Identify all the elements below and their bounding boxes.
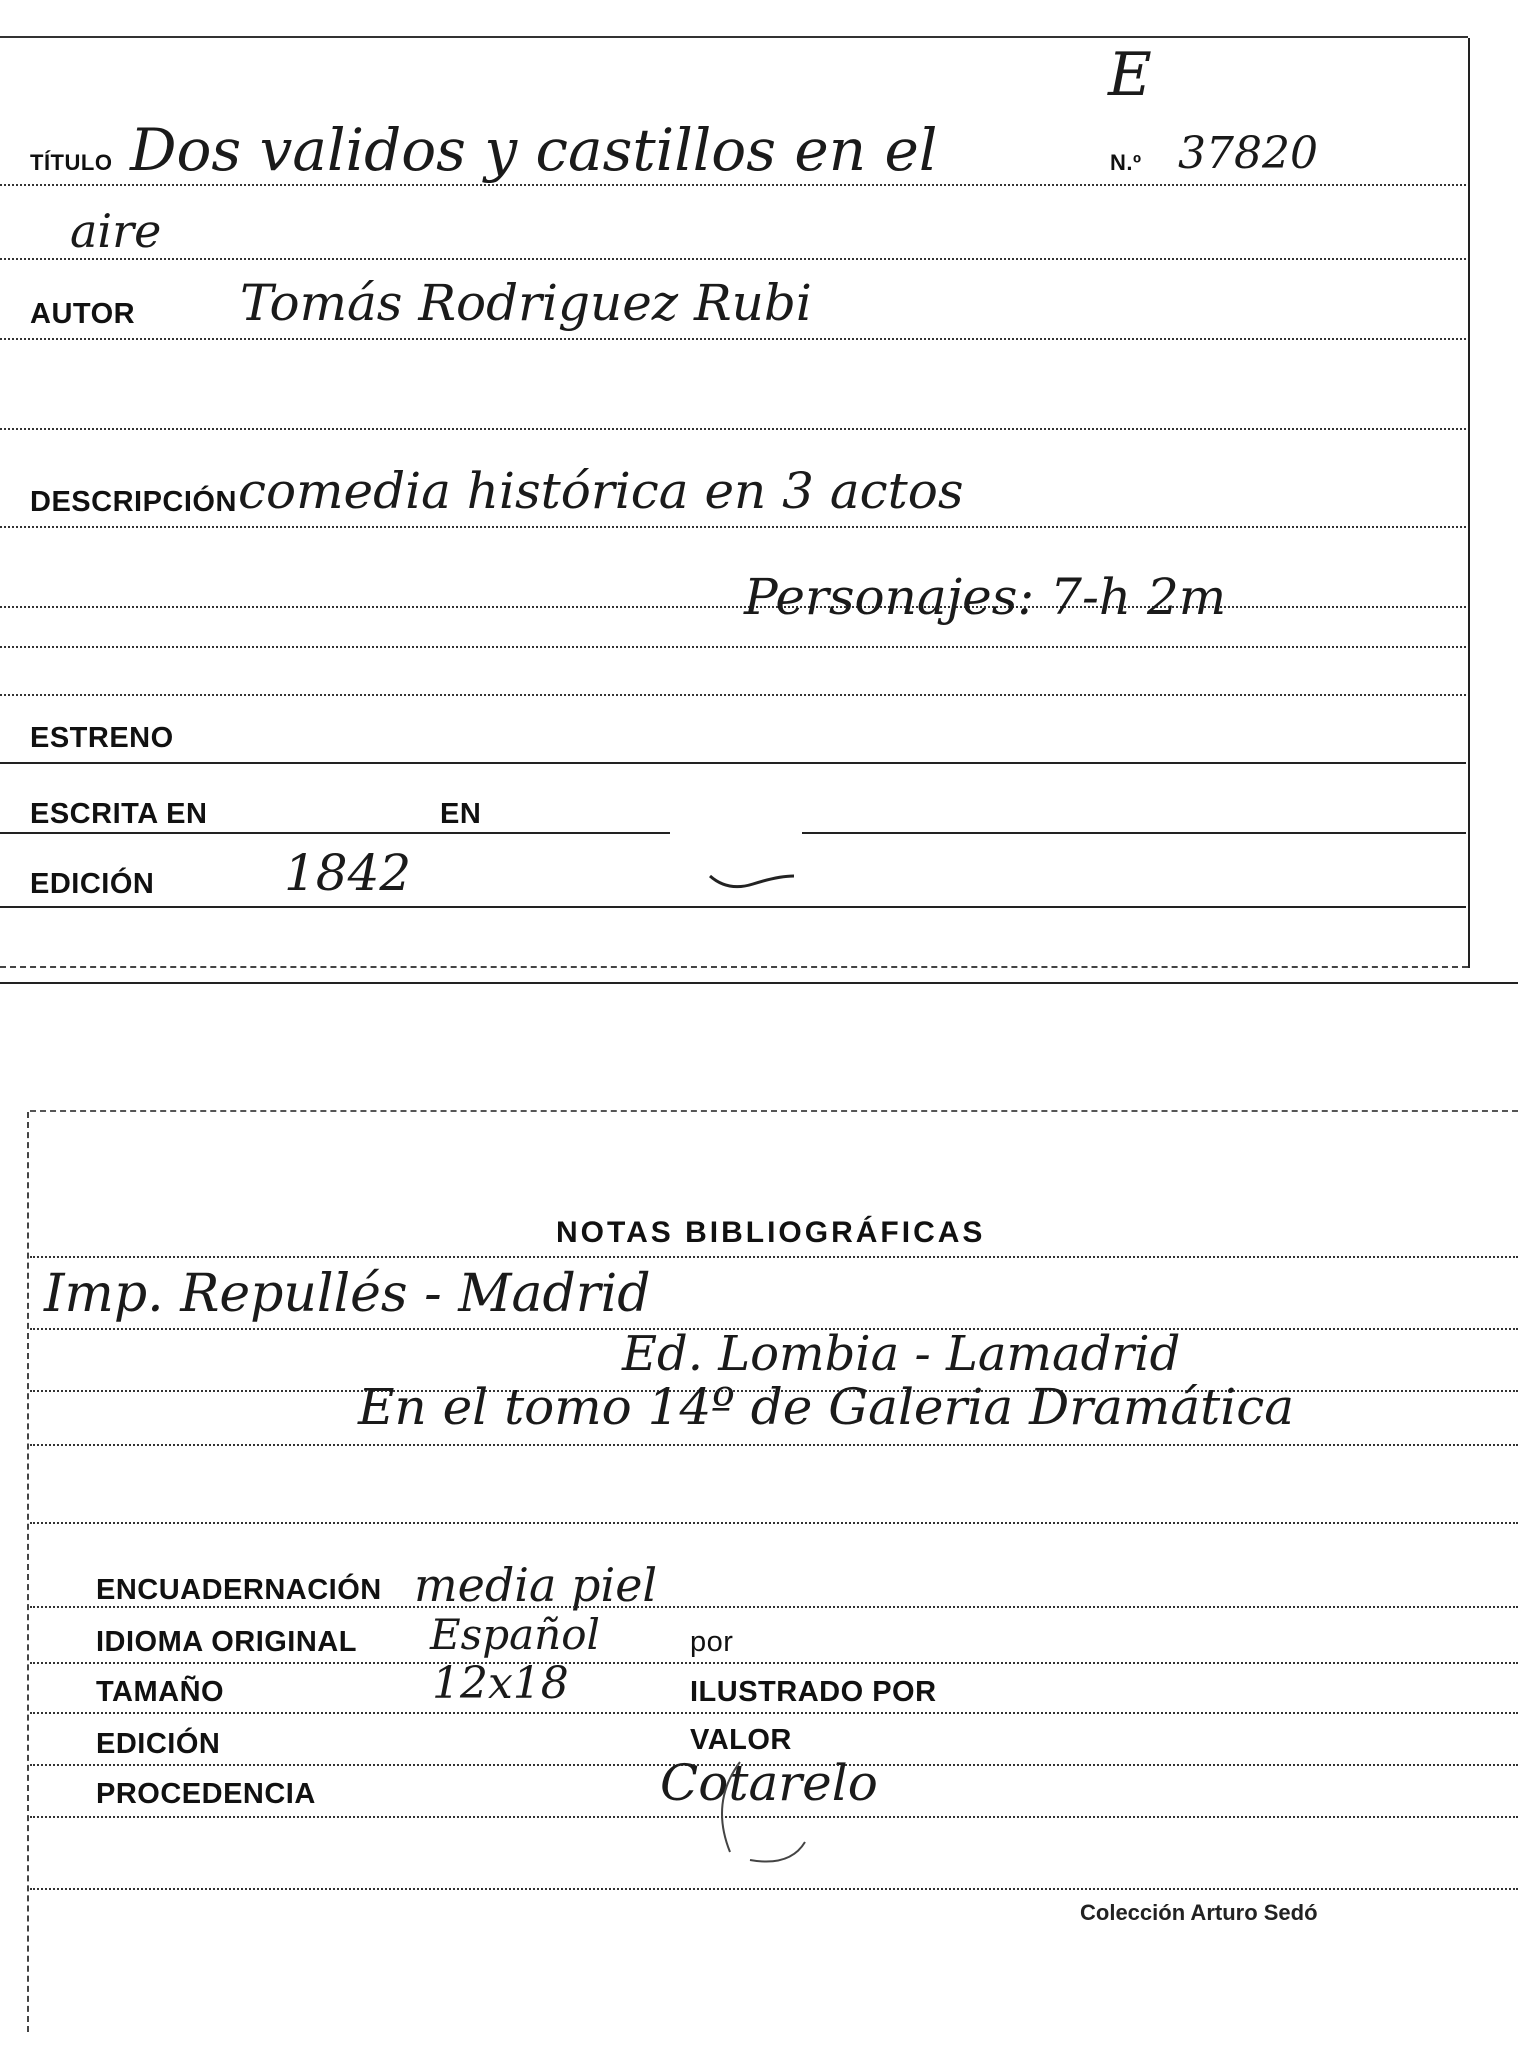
card-back-top-edge: [30, 1110, 1518, 1112]
note-line-3: En el tomo 14º de Galeria Dramática: [358, 1378, 1295, 1436]
titulo-label: TÍTULO: [30, 150, 113, 175]
edicion-rule: [0, 906, 1466, 908]
tamano-value: 12x18: [432, 1658, 569, 1709]
autor-rule: [0, 338, 1466, 340]
tamano-rule: [30, 1712, 1518, 1714]
autor-label: AUTOR: [30, 298, 136, 330]
numero-label: N.º: [1110, 150, 1142, 175]
procedencia-label: PROCEDENCIA: [96, 1778, 316, 1810]
card-right-edge: [1468, 38, 1470, 968]
notas-rule-last: [30, 1888, 1518, 1890]
notas-heading: NOTAS BIBLIOGRÁFICAS: [556, 1216, 986, 1249]
catalog-card-front: [0, 0, 1518, 985]
shelf-mark: E: [1108, 40, 1152, 110]
encuadernacion-label: ENCUADERNACIÓN: [96, 1574, 382, 1606]
catalog-card-back: [0, 1078, 1518, 2056]
procedencia-value: Cotarelo: [660, 1754, 878, 1812]
ilustrado-label: ILUSTRADO POR: [690, 1676, 937, 1708]
edicion-value: 1842: [284, 844, 412, 902]
descripcion-label: DESCRIPCIÓN: [30, 486, 237, 518]
tamano-label: TAMAÑO: [96, 1676, 225, 1708]
numero-value: 37820: [1178, 128, 1318, 179]
notas-rule-1: [30, 1256, 1518, 1258]
edicion-back-label: EDICIÓN: [96, 1728, 221, 1760]
card-separator: [0, 982, 1518, 984]
por-label: por: [690, 1626, 734, 1658]
titulo-rule-2: [0, 258, 1466, 260]
blank-rule-1: [0, 428, 1466, 430]
personajes-value: Personajes: 7-h 2m: [744, 568, 1227, 626]
edicion-label: EDICIÓN: [30, 868, 155, 900]
notas-rule-4: [30, 1444, 1518, 1446]
titulo-value: Dos validos y castillos en el: [130, 116, 938, 184]
pen-mark: [708, 866, 798, 896]
estreno-label: ESTRENO: [30, 722, 174, 754]
idioma-rule: [30, 1662, 1518, 1664]
blank-rule-4: [0, 694, 1466, 696]
collection-stamp: Colección Arturo Sedó: [1080, 1900, 1318, 1925]
valor-label: VALOR: [690, 1724, 792, 1756]
titulo-rule: [0, 184, 1466, 186]
descripcion-rule: [0, 526, 1466, 528]
card-back-left-edge: [27, 1112, 29, 2032]
escrita-en-rule: [0, 832, 670, 834]
note-line-2: Ed. Lombia - Lamadrid: [622, 1326, 1181, 1382]
card-top-edge: [0, 36, 1468, 38]
blank-rule-3: [0, 646, 1466, 648]
encuadernacion-rule: [30, 1606, 1518, 1608]
titulo-value-continued: aire: [70, 204, 162, 258]
idioma-value: Español: [430, 1610, 600, 1659]
encuadernacion-value: media piel: [414, 1558, 658, 1612]
descripcion-value: comedia histórica en 3 actos: [238, 462, 964, 520]
estreno-rule: [0, 762, 1466, 764]
en-rule: [802, 832, 1466, 834]
escrita-en-label: ESCRITA EN: [30, 798, 208, 830]
note-line-1: Imp. Repullés - Madrid: [44, 1264, 651, 1324]
en-label: EN: [440, 798, 482, 830]
idioma-label: IDIOMA ORIGINAL: [96, 1626, 357, 1658]
blank-rule-2: [0, 606, 1466, 608]
notas-rule-5: [30, 1522, 1518, 1524]
card-bottom-edge: [0, 966, 1468, 968]
punched-hole-mark: [700, 1742, 830, 1872]
autor-value: Tomás Rodriguez Rubi: [240, 274, 812, 332]
